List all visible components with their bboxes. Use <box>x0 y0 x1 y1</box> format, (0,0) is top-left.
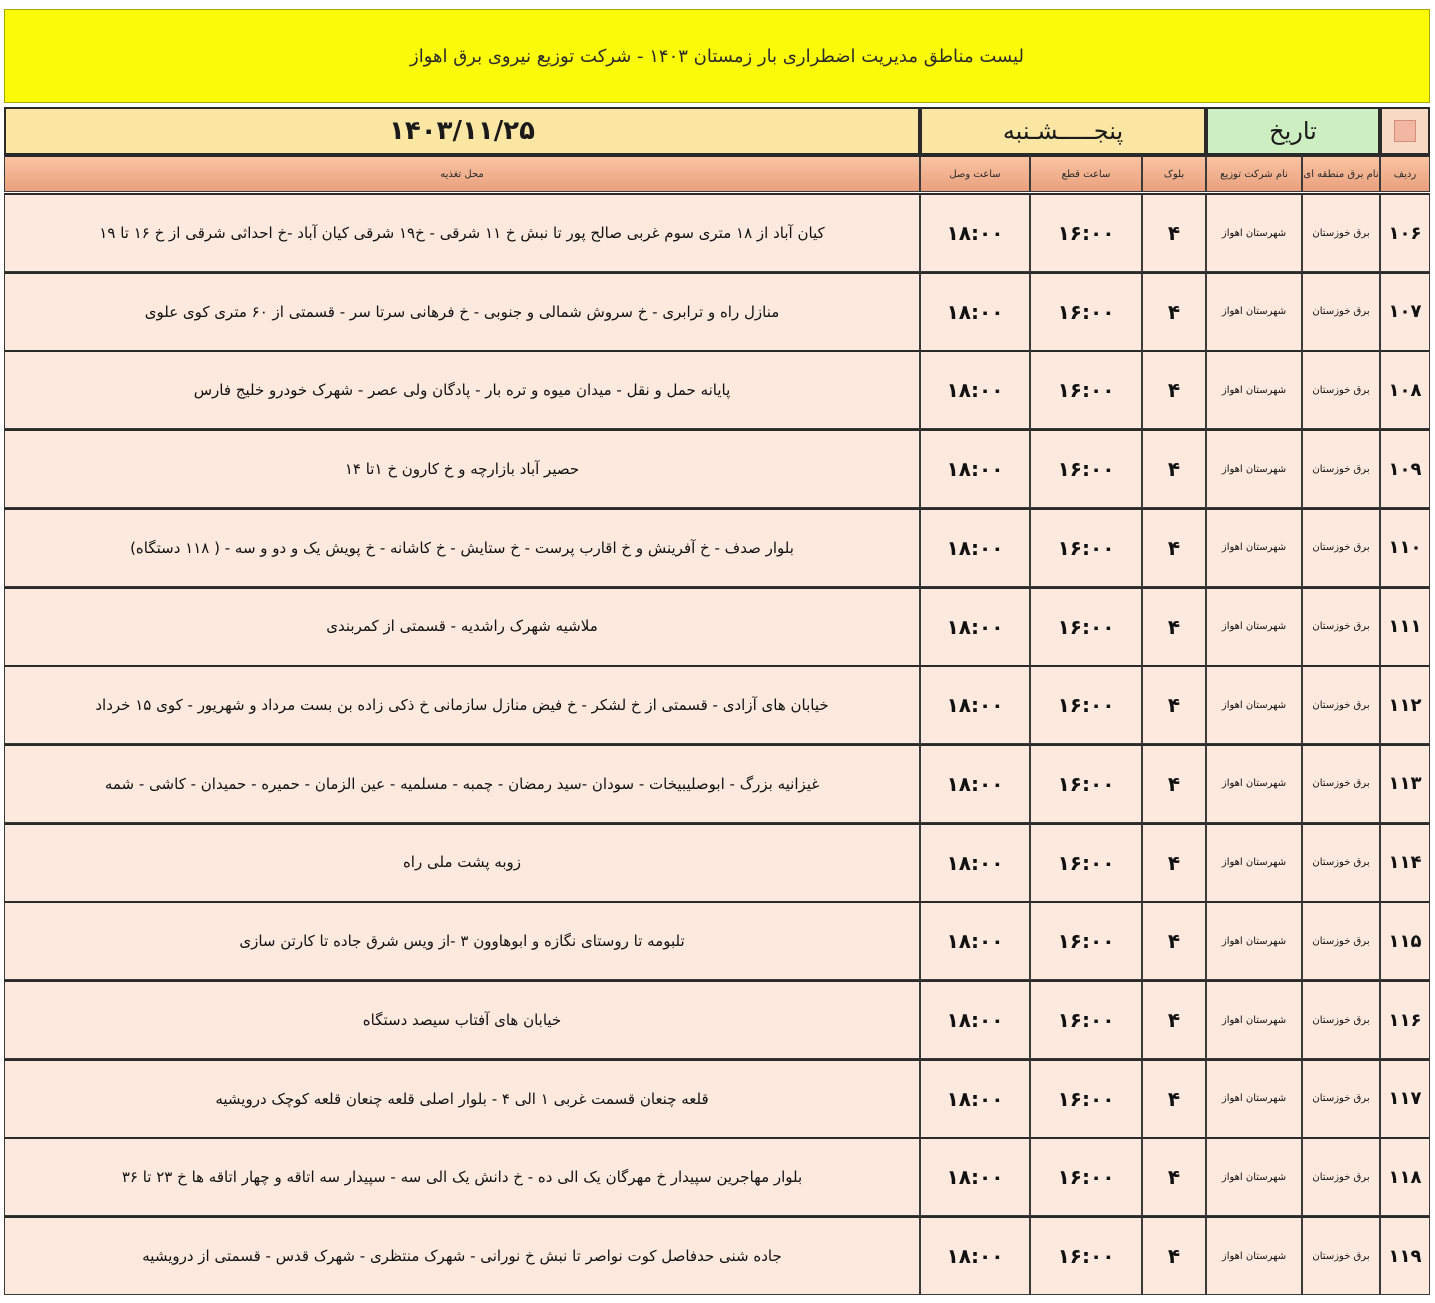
row-block: ۴ <box>1142 587 1206 666</box>
row-region: برق خوزستان <box>1302 508 1380 587</box>
row-cut-time: ۱۶:۰۰ <box>1030 665 1142 744</box>
row-location: غیزانیه بزرگ - ابوصلیبیخات - سودان -سید رمضان - چمبه - مسلمیه - عین الزمان - حمیره - حمیدان - کاشی - شمه <box>104 774 820 793</box>
row-cut-time: ۱۶:۰۰ <box>1030 1059 1142 1138</box>
row-block: ۴ <box>1142 744 1206 823</box>
date-value: ۱۴۰۳/۱۱/۲۵ <box>389 116 535 146</box>
row-cut-time: ۱۶:۰۰ <box>1030 1216 1142 1295</box>
column-header-location: محل تغذیه <box>4 155 920 192</box>
row-block: ۴ <box>1142 272 1206 351</box>
row-block: ۴ <box>1142 429 1206 508</box>
sheet-title: لیست مناطق مدیریت اضطراری بار زمستان ۱۴۰۳ - شرکت توزیع نیروی برق اهواز <box>410 45 1024 67</box>
table-row <box>4 980 1430 1059</box>
row-location-cell <box>4 587 920 666</box>
row-connect-time: ۱۸:۰۰ <box>920 1137 1030 1216</box>
row-block: ۴ <box>1142 980 1206 1059</box>
column-header-region: نام برق منطقه ای <box>1302 155 1380 192</box>
row-company: شهرستان اهواز <box>1206 1137 1302 1216</box>
row-location-cell <box>4 744 920 823</box>
column-header-company: نام شرکت توزیع <box>1206 155 1302 192</box>
row-connect-time: ۱۸:۰۰ <box>920 193 1030 272</box>
row-region: برق خوزستان <box>1302 272 1380 351</box>
row-company: شهرستان اهواز <box>1206 1059 1302 1138</box>
row-index: ۱۱۳ <box>1380 744 1430 823</box>
row-connect-time: ۱۸:۰۰ <box>920 350 1030 429</box>
row-company: شهرستان اهواز <box>1206 350 1302 429</box>
table-row <box>4 272 1430 351</box>
row-index: ۱۱۶ <box>1380 980 1430 1059</box>
row-region: برق خوزستان <box>1302 1137 1380 1216</box>
row-region: برق خوزستان <box>1302 901 1380 980</box>
row-index: ۱۰۸ <box>1380 350 1430 429</box>
table-row <box>4 823 1430 902</box>
row-connect-time: ۱۸:۰۰ <box>920 508 1030 587</box>
row-connect-time: ۱۸:۰۰ <box>920 272 1030 351</box>
row-index: ۱۰۷ <box>1380 272 1430 351</box>
row-index: ۱۱۸ <box>1380 1137 1430 1216</box>
row-location: تلبومه تا روستای نگازه و ابوهاوون ۳ -از ویس شرق جاده تا کارتن سازی <box>239 932 685 951</box>
row-location-cell <box>4 193 920 272</box>
column-header-block: بلوک <box>1142 155 1206 192</box>
row-company: شهرستان اهواز <box>1206 980 1302 1059</box>
row-company: شهرستان اهواز <box>1206 823 1302 902</box>
table-row <box>4 350 1430 429</box>
row-cut-time: ۱۶:۰۰ <box>1030 901 1142 980</box>
row-index: ۱۱۴ <box>1380 823 1430 902</box>
date-label-cell <box>1206 107 1380 155</box>
table-row <box>4 587 1430 666</box>
date-label: تاریخ <box>1269 117 1317 145</box>
row-location: پایانه حمل و نقل - میدان میوه و تره بار - پادگان ولی عصر - شهرک خودرو خلیج فارس <box>193 381 731 400</box>
row-location-cell <box>4 1216 920 1295</box>
row-block: ۴ <box>1142 1059 1206 1138</box>
row-index: ۱۱۹ <box>1380 1216 1430 1295</box>
row-block: ۴ <box>1142 901 1206 980</box>
row-company: شهرستان اهواز <box>1206 587 1302 666</box>
row-cut-time: ۱۶:۰۰ <box>1030 980 1142 1059</box>
row-location: ملاشیه شهرک راشدیه - قسمتی از کمربندی <box>326 617 598 636</box>
row-location: منازل راه و ترابری - خ سروش شمالی و جنوبی - خ فرهانی سرتا سر - قسمتی از ۶۰ متری کوی علوی <box>144 302 780 321</box>
row-location-cell <box>4 823 920 902</box>
row-block: ۴ <box>1142 1216 1206 1295</box>
table-row <box>4 1216 1430 1295</box>
row-company: شهرستان اهواز <box>1206 272 1302 351</box>
row-location: قلعه چنعان قسمت غربی ۱ الی ۴ - بلوار اصلی قلعه چنعان قلعه کوچک درویشیه <box>215 1089 709 1108</box>
row-connect-time: ۱۸:۰۰ <box>920 901 1030 980</box>
row-company: شهرستان اهواز <box>1206 665 1302 744</box>
row-location-cell <box>4 350 920 429</box>
row-location-cell <box>4 1137 920 1216</box>
row-company: شهرستان اهواز <box>1206 193 1302 272</box>
row-block: ۴ <box>1142 350 1206 429</box>
row-cut-time: ۱۶:۰۰ <box>1030 429 1142 508</box>
row-region: برق خوزستان <box>1302 1059 1380 1138</box>
row-location: بلوار مهاجرین سپیدار خ مهرگان یک الی ده - خ دانش یک الی سه - سپیدار سه اتاقه و چهار اتاقه ها خ ۲۳ تا ۳۶ <box>121 1168 803 1187</box>
row-region: برق خوزستان <box>1302 350 1380 429</box>
row-location-cell <box>4 901 920 980</box>
row-region: برق خوزستان <box>1302 665 1380 744</box>
row-location-cell <box>4 665 920 744</box>
row-location-cell <box>4 272 920 351</box>
weekday-cell <box>920 107 1206 155</box>
row-block: ۴ <box>1142 193 1206 272</box>
weekday: پنجـــــشـنبه <box>1002 117 1124 145</box>
row-block: ۴ <box>1142 1137 1206 1216</box>
row-cut-time: ۱۶:۰۰ <box>1030 350 1142 429</box>
row-cut-time: ۱۶:۰۰ <box>1030 587 1142 666</box>
row-location-cell <box>4 980 920 1059</box>
row-region: برق خوزستان <box>1302 193 1380 272</box>
row-index: ۱۱۷ <box>1380 1059 1430 1138</box>
table-row <box>4 1137 1430 1216</box>
table-row <box>4 901 1430 980</box>
row-cut-time: ۱۶:۰۰ <box>1030 272 1142 351</box>
table-row <box>4 744 1430 823</box>
row-location: حصیر آباد بازارچه و خ کارون خ ۱تا ۱۴ <box>344 459 580 478</box>
row-location: زوبه پشت ملی راه <box>402 853 522 872</box>
row-connect-time: ۱۸:۰۰ <box>920 429 1030 508</box>
column-header-cut-time: ساعت قطع <box>1030 155 1142 192</box>
table-row <box>4 193 1430 272</box>
row-connect-time: ۱۸:۰۰ <box>920 980 1030 1059</box>
row-cut-time: ۱۶:۰۰ <box>1030 1137 1142 1216</box>
row-index: ۱۱۱ <box>1380 587 1430 666</box>
row-company: شهرستان اهواز <box>1206 508 1302 587</box>
row-connect-time: ۱۸:۰۰ <box>920 823 1030 902</box>
row-connect-time: ۱۸:۰۰ <box>920 744 1030 823</box>
row-cut-time: ۱۶:۰۰ <box>1030 508 1142 587</box>
row-region: برق خوزستان <box>1302 1216 1380 1295</box>
row-connect-time: ۱۸:۰۰ <box>920 587 1030 666</box>
row-block: ۴ <box>1142 665 1206 744</box>
row-location-cell <box>4 508 920 587</box>
row-connect-time: ۱۸:۰۰ <box>920 665 1030 744</box>
row-region: برق خوزستان <box>1302 823 1380 902</box>
row-connect-time: ۱۸:۰۰ <box>920 1059 1030 1138</box>
row-index: ۱۱۵ <box>1380 901 1430 980</box>
table-row <box>4 429 1430 508</box>
table-row <box>4 1059 1430 1138</box>
title-band <box>4 9 1430 103</box>
row-cut-time: ۱۶:۰۰ <box>1030 193 1142 272</box>
table-row <box>4 508 1430 587</box>
row-cut-time: ۱۶:۰۰ <box>1030 823 1142 902</box>
row-cut-time: ۱۶:۰۰ <box>1030 744 1142 823</box>
row-block: ۴ <box>1142 508 1206 587</box>
column-header-connect-time: ساعت وصل <box>920 155 1030 192</box>
column-header-index: ردیف <box>1380 155 1430 192</box>
row-location: خیابان های آزادی - قسمتی از خ لشکر - خ فیض منازل سازمانی خ ذکی زاده بن بست مرداد و شهریور - کوی ۱۵ خرداد <box>95 696 829 715</box>
row-location: کیان آباد از ۱۸ متری سوم غربی صالح پور تا نبش خ ۱۱ شرقی - خ۱۹ شرقی کیان آباد -خ احداثی شرقی از خ ۱۶ تا ۱۹ <box>99 223 825 242</box>
row-block: ۴ <box>1142 823 1206 902</box>
row-index: ۱۰۶ <box>1380 193 1430 272</box>
row-location: خیابان های آفتاب سیصد دستگاه <box>362 1010 562 1029</box>
row-location-cell <box>4 1059 920 1138</box>
row-index: ۱۱۰ <box>1380 508 1430 587</box>
corner-marker-icon <box>1394 120 1416 142</box>
row-region: برق خوزستان <box>1302 587 1380 666</box>
row-connect-time: ۱۸:۰۰ <box>920 1216 1030 1295</box>
row-region: برق خوزستان <box>1302 980 1380 1059</box>
row-region: برق خوزستان <box>1302 429 1380 508</box>
row-index: ۱۰۹ <box>1380 429 1430 508</box>
row-location: جاده شنی حدفاصل کوت نواصر تا نبش خ نورانی - شهرک منتظری - شهرک قدس - قسمتی از درویشیه <box>142 1246 782 1265</box>
row-company: شهرستان اهواز <box>1206 744 1302 823</box>
row-company: شهرستان اهواز <box>1206 1216 1302 1295</box>
row-location-cell <box>4 429 920 508</box>
date-cell <box>4 107 920 155</box>
table-row <box>4 665 1430 744</box>
row-region: برق خوزستان <box>1302 744 1380 823</box>
row-index: ۱۱۲ <box>1380 665 1430 744</box>
corner-cell <box>1380 107 1430 155</box>
row-location: بلوار صدف - خ آفرینش و خ اقارب پرست - خ ستایش - خ کاشانه - خ پویش یک و دو و سه - ( ۱۱۸ دستگاه) <box>130 538 794 557</box>
row-company: شهرستان اهواز <box>1206 901 1302 980</box>
row-company: شهرستان اهواز <box>1206 429 1302 508</box>
